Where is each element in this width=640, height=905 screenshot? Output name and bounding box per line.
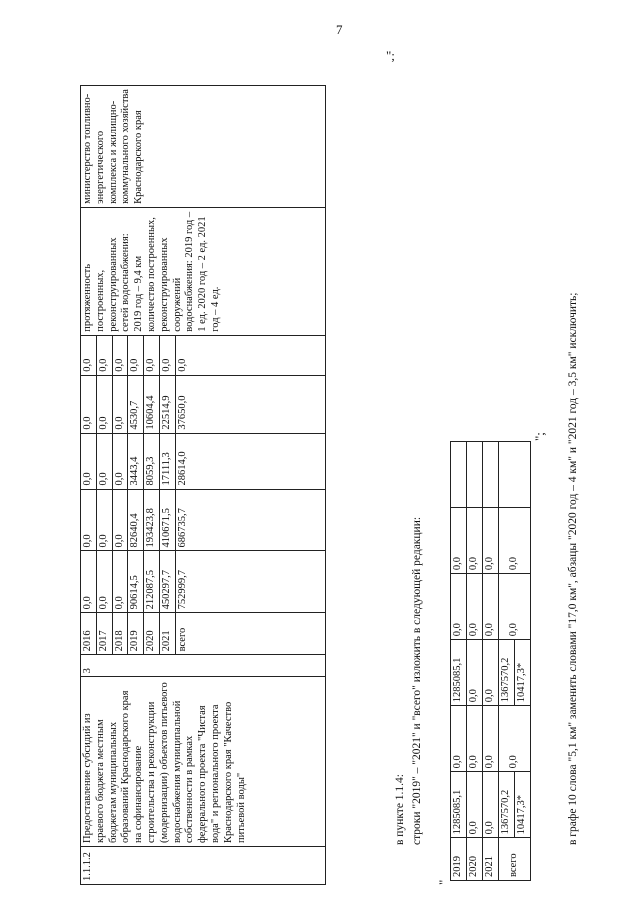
year-cell: 2021 [159,613,175,655]
value-cell: 0,0 [81,433,97,489]
value-cell: 0,0 [483,508,499,574]
value-cell: 0,0 [96,433,112,489]
value-cell: 0,0 [483,574,499,640]
year-cell: всего [175,613,325,655]
value-cell: 0,0 [144,335,160,375]
row-responsible: министерство топливно-энергетического комплекса и жилищно-коммунального хозяйства Краснодарского края [81,86,326,208]
value-cell: 0,0 [499,508,531,574]
value-cell: 0,0 [112,375,128,433]
value-cell: 410671,5 [159,489,175,551]
value-cell: 0,0 [81,551,97,613]
value-cell: 212087,5 [144,551,160,613]
value-cell: 450297,7 [159,551,175,613]
year-cell: 2021 [483,838,499,881]
opening-quote: " [436,879,451,885]
replacement-table [450,441,531,881]
row-description: Предоставление субсидий из краевого бюджета местным бюджетам муниципальных образований Краснодарского края на софинансирование строительства и реконструкции (модернизации) объектов питьевого водоснабжения муниципальной собственности в рамках федерального проекта "Чистая вода" и регионального проекта Краснодарского края "Качество питьевой воды" [81,677,326,847]
value-cell: 8059,3 [144,433,160,489]
table-row [467,442,483,881]
value-cell: 0,0 [483,706,499,772]
value-cell: 0,0 [81,489,97,551]
value-cell: 0,0 [467,574,483,640]
table-row [451,442,467,881]
year-cell: 2019 [451,838,467,881]
paragraph-rows-replace: строки "2019" – "2021" и "всего" изложить в следующей редакции: [411,516,423,845]
row-code: 1.1.1.2 [81,847,326,885]
value-cell: 0,0 [467,640,483,706]
value-cell: 0,0 [483,772,499,838]
value-cell: 22514,9 [159,375,175,433]
value-cell: 0,0 [451,706,467,772]
value-cell: 0,0 [467,772,483,838]
value-cell: 686735,7 [175,489,325,551]
value-cell: 0,0 [159,335,175,375]
value-cell: 0,0 [499,574,531,640]
value-cell: 0,0 [81,375,97,433]
row-col3: 3 [81,655,326,677]
value-cell: 17111,3 [159,433,175,489]
year-cell: 2018 [112,613,128,655]
value-cell: 1367570,2 [499,772,515,838]
value-cell: 0,0 [175,335,325,375]
page-number: 7 [336,22,343,37]
table-row [499,442,515,881]
rotated-content [80,75,640,885]
program-table [80,85,326,885]
closing-quote: "; [532,432,547,441]
year-cell: всего [499,838,531,881]
value-cell: 1367570,2 [499,640,515,706]
value-cell: 28614,0 [175,433,325,489]
closing-quote: "; [386,48,395,63]
value-cell: 0,0 [451,508,467,574]
value-cell: 0,0 [467,706,483,772]
value-cell: 10417,3* [515,640,531,706]
value-cell: 0,0 [451,574,467,640]
value-cell: 3443,4 [128,433,144,489]
value-cell: 0,0 [483,640,499,706]
value-cell: 0,0 [96,489,112,551]
value-cell: 0,0 [499,706,531,772]
value-cell: 0,0 [96,375,112,433]
empty-cell [483,442,499,508]
year-cell: 2020 [144,613,160,655]
value-cell: 0,0 [112,489,128,551]
value-cell: 10604,4 [144,375,160,433]
year-cell: 2020 [467,838,483,881]
paragraph-item-1-1-4: в пункте 1.1.4: [394,774,406,845]
value-cell: 82640,4 [128,489,144,551]
value-cell: 0,0 [81,335,97,375]
value-cell: 10417,3* [515,772,531,838]
value-cell: 193423,8 [144,489,160,551]
value-cell: 1285085,1 [451,772,467,838]
paragraph-column-10: в графе 10 слова "5,1 км" заменить словами "17,0 км", абзацы "2020 год – 4 км" и "2021 год – 3,5 км" исключить; [567,292,579,845]
value-cell: 90614,5 [128,551,144,613]
year-cell: 2017 [96,613,112,655]
table-row [483,442,499,881]
table-row [81,86,97,885]
empty-cell [451,442,467,508]
value-cell: 0,0 [112,551,128,613]
value-cell: 0,0 [96,335,112,375]
value-cell: 37650,0 [175,375,325,433]
row-indicator: протяженность построенных, реконструированных сетей водоснабжения: 2019 год – 9,4 км количество построенных, реконструированных сооружений водоснабжения: 2019 год – 1 ед. 2020 год – 2 ед. 2021 год – 4 ед. [81,207,326,335]
value-cell: 0,0 [112,433,128,489]
value-cell: 0,0 [128,335,144,375]
value-cell: 0,0 [112,335,128,375]
year-cell: 2016 [81,613,97,655]
value-cell: 1285085,1 [451,640,467,706]
year-cell: 2019 [128,613,144,655]
empty-cell [499,442,531,508]
value-cell: 4530,7 [128,375,144,433]
value-cell: 0,0 [96,551,112,613]
empty-cell [467,442,483,508]
value-cell: 0,0 [467,508,483,574]
value-cell: 752999,7 [175,551,325,613]
